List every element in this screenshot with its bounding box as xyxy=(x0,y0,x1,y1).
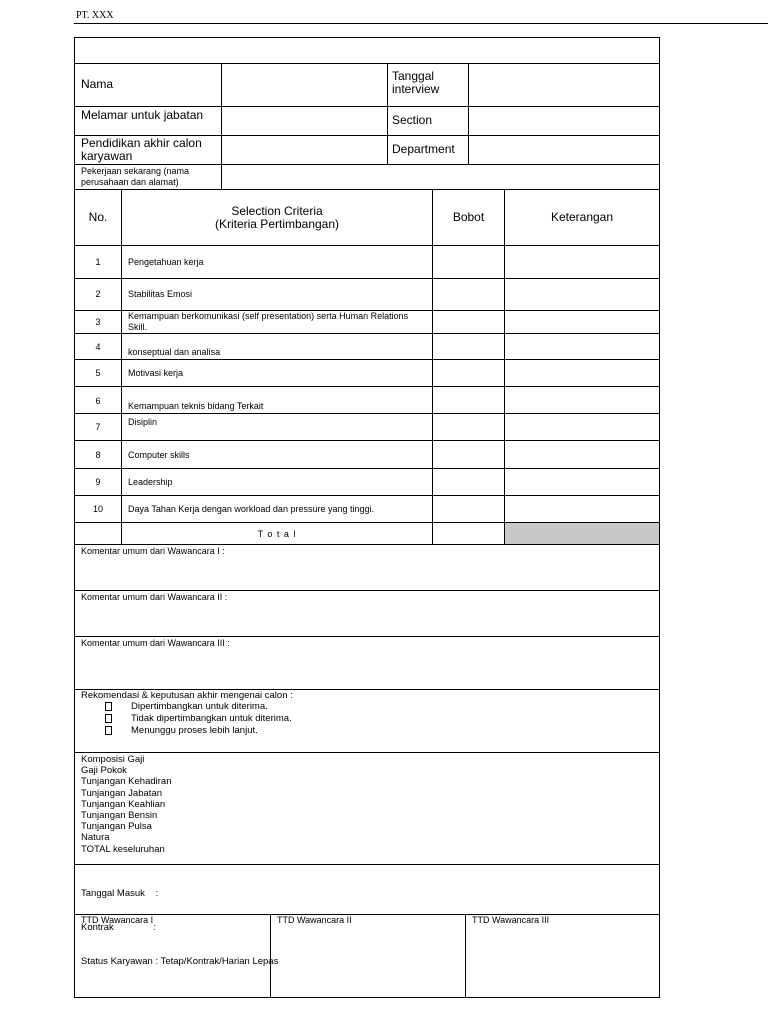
input-nama[interactable] xyxy=(221,64,391,106)
col-bobot-header: Bobot xyxy=(432,190,504,245)
total-label: T o t a l xyxy=(121,523,432,544)
criteria-text: Leadership xyxy=(121,469,432,495)
row-jabatan xyxy=(75,107,659,136)
criteria-row xyxy=(75,414,659,441)
criteria-row xyxy=(75,469,659,496)
salary-line: Tunjangan Keahlian xyxy=(81,798,166,810)
label-tanggal-interview: Tanggal interview xyxy=(387,64,469,106)
label-section: Section xyxy=(387,107,469,135)
criteria-header xyxy=(75,190,659,246)
criteria-no: 5 xyxy=(95,368,101,378)
signature-box-2[interactable] xyxy=(270,915,466,997)
row-pekerjaan xyxy=(75,165,659,190)
total-row xyxy=(75,523,659,545)
kontrak-label: Kontrak : xyxy=(81,922,156,934)
salary-line: TOTAL keseluruhan xyxy=(81,843,165,855)
label-nama: Nama xyxy=(81,77,114,91)
input-section[interactable] xyxy=(468,107,659,135)
criteria-bobot-input[interactable] xyxy=(432,279,504,310)
criteria-no: 1 xyxy=(95,257,101,267)
criteria-bobot-input[interactable] xyxy=(432,246,504,278)
recommendation-section xyxy=(75,690,659,753)
row-pendidikan xyxy=(75,136,659,165)
criteria-no: 8 xyxy=(95,450,101,460)
criteria-no: 9 xyxy=(95,477,101,487)
salary-line: Tunjangan Bensin xyxy=(81,810,158,822)
criteria-keterangan-input[interactable] xyxy=(504,246,659,278)
salary-line: Tunjangan Pulsa xyxy=(81,821,152,833)
checkbox-icon[interactable] xyxy=(105,726,112,735)
criteria-text: Pengetahuan kerja xyxy=(121,246,432,278)
criteria-text: Motivasi kerja xyxy=(121,360,432,386)
signature-label-2: TTD Wawancara II xyxy=(277,915,352,925)
input-pendidikan[interactable] xyxy=(221,136,391,164)
option-label: Tidak dipertimbangkan untuk diterima. xyxy=(131,713,292,724)
header-divider xyxy=(74,23,768,24)
criteria-bobot-input[interactable] xyxy=(432,387,504,413)
interview-form xyxy=(74,37,660,998)
col-criteria-header xyxy=(121,190,432,245)
criteria-keterangan-input[interactable] xyxy=(504,441,659,468)
total-bobot-input[interactable] xyxy=(432,523,504,544)
criteria-keterangan-input[interactable] xyxy=(504,469,659,495)
criteria-text: Kemampuan berkomunikasi (self presentation) serta Human Relations Skill. xyxy=(121,311,432,333)
criteria-row xyxy=(75,246,659,279)
criteria-no: 10 xyxy=(92,504,103,514)
criteria-keterangan-input[interactable] xyxy=(504,387,659,413)
criteria-bobot-input[interactable] xyxy=(432,360,504,386)
criteria-text: Disiplin xyxy=(121,414,432,440)
criteria-row xyxy=(75,279,659,311)
criteria-row xyxy=(75,496,659,523)
option-tidak-dipertimbangkan[interactable] xyxy=(75,713,659,725)
criteria-keterangan-input[interactable] xyxy=(504,496,659,522)
criteria-bobot-input[interactable] xyxy=(432,441,504,468)
criteria-keterangan-input[interactable] xyxy=(504,279,659,310)
criteria-no: 7 xyxy=(95,422,101,432)
col-keterangan-header: Keterangan xyxy=(504,190,659,245)
criteria-bobot-input[interactable] xyxy=(432,469,504,495)
company-name: PT. XXX xyxy=(76,10,114,21)
comment-box-2[interactable] xyxy=(75,591,659,637)
criteria-row xyxy=(75,334,659,360)
criteria-bobot-input[interactable] xyxy=(432,334,504,359)
salary-section[interactable] xyxy=(75,753,659,865)
criteria-text: Stabilitas Emosi xyxy=(121,279,432,310)
criteria-row xyxy=(75,311,659,334)
criteria-text: Daya Tahan Kerja dengan workload dan pressure yang tinggi. xyxy=(121,496,432,522)
criteria-bobot-input[interactable] xyxy=(432,311,504,333)
criteria-keterangan-input[interactable] xyxy=(504,414,659,440)
checkbox-icon[interactable] xyxy=(105,714,112,723)
signature-box-1[interactable] xyxy=(75,915,270,997)
salary-line: Tunjangan Jabatan xyxy=(81,787,162,799)
criteria-row xyxy=(75,441,659,469)
criteria-keterangan-input[interactable] xyxy=(504,334,659,359)
signature-box-3[interactable] xyxy=(465,915,659,997)
input-pekerjaan[interactable] xyxy=(221,165,659,189)
criteria-no: 2 xyxy=(95,289,101,299)
comment-label-2: Komentar umum dari Wawancara II : xyxy=(81,592,228,602)
criteria-no: 4 xyxy=(95,342,101,352)
criteria-no: 3 xyxy=(95,317,101,327)
comment-label-1: Komentar umum dari Wawancara I : xyxy=(81,546,225,556)
criteria-row xyxy=(75,360,659,387)
criteria-keterangan-input[interactable] xyxy=(504,360,659,386)
signature-label-3: TTD Wawancara III xyxy=(472,915,550,925)
recommendation-title: Rekomendasi & keputusan akhir mengenai calon : xyxy=(81,690,293,701)
option-label: Menunggu proses lebih lanjut. xyxy=(131,725,258,736)
criteria-text: Computer skills xyxy=(121,441,432,468)
salary-line: Komposisi Gaji xyxy=(81,754,145,765)
criteria-no: 6 xyxy=(95,396,101,406)
input-jabatan[interactable] xyxy=(221,107,391,135)
criteria-text: Kemampuan teknis bidang Terkait xyxy=(121,387,432,413)
criteria-bobot-input[interactable] xyxy=(432,414,504,440)
salary-line: Gaji Pokok xyxy=(81,765,127,777)
label-department: Department xyxy=(387,136,469,164)
input-department[interactable] xyxy=(468,136,659,164)
salary-line: Natura xyxy=(81,832,110,844)
row-nama xyxy=(75,64,659,107)
col-criteria-title: Selection Criteria xyxy=(231,203,323,218)
salary-lines xyxy=(75,753,659,855)
tanggal-masuk-label: Tanggal Masuk : xyxy=(81,888,159,900)
option-label: Dipertimbangkan untuk diterima. xyxy=(131,701,268,712)
criteria-bobot-input[interactable] xyxy=(432,496,504,522)
status-karyawan-label: Status Karyawan : Tetap/Kontrak/Harian Lepas xyxy=(81,955,279,967)
signature-row xyxy=(75,915,659,997)
label-pekerjaan: Pekerjaan sekarang (nama perusahaan dan alamat) xyxy=(81,166,190,187)
label-jabatan: Melamar untuk jabatan xyxy=(81,108,204,122)
label-pendidikan: Pendidikan akhir calon karyawan xyxy=(81,136,202,163)
criteria-keterangan-input[interactable] xyxy=(504,311,659,333)
criteria-text: konseptual dan analisa xyxy=(121,334,432,359)
criteria-row xyxy=(75,387,659,414)
total-keterangan-shaded xyxy=(504,523,659,544)
comment-box-3[interactable] xyxy=(75,637,659,690)
col-no-header: No. xyxy=(88,210,108,224)
signature-label-1: TTD Wawancara I xyxy=(81,915,154,925)
input-tanggal-interview[interactable] xyxy=(468,64,659,106)
checkbox-icon[interactable] xyxy=(105,702,112,711)
form-title-row xyxy=(75,38,659,64)
total-spacer xyxy=(75,523,121,544)
option-dipertimbangkan[interactable] xyxy=(75,701,659,713)
col-criteria-subtitle: (Kriteria Pertimbangan) xyxy=(214,216,340,231)
option-menunggu[interactable] xyxy=(75,725,659,737)
salary-line: Tunjangan Kehadiran xyxy=(81,776,172,788)
comment-box-1[interactable] xyxy=(75,545,659,591)
comment-label-3: Komentar umum dari Wawancara III : xyxy=(81,638,230,648)
